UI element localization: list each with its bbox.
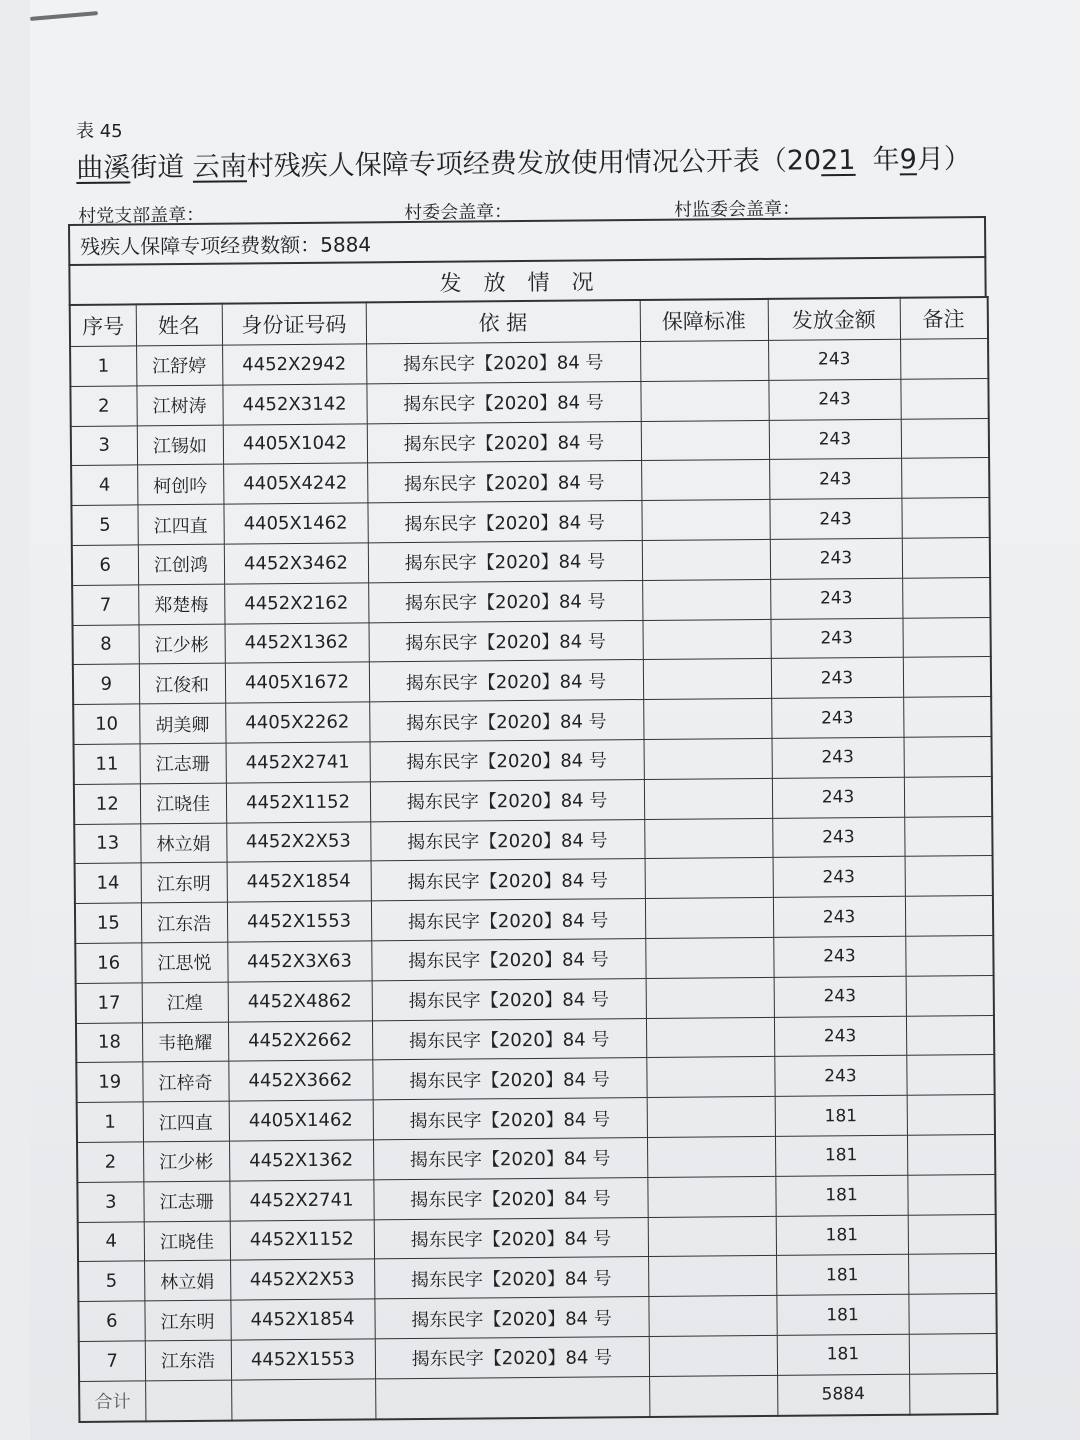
row-name: 林立娟 — [140, 823, 226, 864]
row-standard — [645, 858, 773, 899]
row-name: 郑楚梅 — [138, 584, 224, 625]
row-id-number: 4452X1854 — [230, 1299, 374, 1340]
row-name: 江俊和 — [139, 664, 225, 705]
row-amount: 243 — [772, 817, 904, 858]
row-number: 4 — [71, 465, 137, 505]
row-id-number: 4452X1362 — [224, 622, 368, 663]
row-standard — [649, 1335, 777, 1376]
row-standard — [643, 699, 771, 740]
row-number: 3 — [71, 426, 137, 466]
row-standard — [648, 1256, 776, 1297]
row-basis: 揭东民字【2020】84 号 — [366, 381, 640, 423]
row-number: 16 — [75, 943, 141, 983]
row-standard — [641, 420, 769, 461]
row-basis: 揭东民字【2020】84 号 — [367, 501, 641, 543]
row-standard — [645, 937, 773, 978]
row-note — [903, 697, 991, 738]
row-basis: 揭东民字【2020】84 号 — [373, 1177, 647, 1219]
row-standard — [642, 579, 770, 620]
row-note — [907, 1134, 995, 1175]
row-note — [905, 856, 993, 897]
row-name: 江志珊 — [140, 743, 226, 784]
row-id-number: 4405X1672 — [225, 662, 369, 703]
row-standard — [644, 738, 772, 779]
row-basis: 揭东民字【2020】84 号 — [367, 421, 641, 463]
row-basis: 揭东民字【2020】84 号 — [369, 660, 643, 702]
row-amount: 243 — [774, 1056, 906, 1097]
row-standard — [644, 818, 772, 859]
row-id-number: 4452X1362 — [229, 1140, 373, 1181]
row-number: 5 — [71, 505, 137, 545]
row-number: 18 — [76, 1022, 142, 1062]
row-id-number: 4452X1553 — [227, 901, 371, 942]
row-id-number: 4452X3142 — [222, 384, 366, 425]
row-id-number: 4405X4242 — [223, 463, 367, 504]
row-name: 江东浩 — [145, 1340, 231, 1381]
row-id-number: 4452X4862 — [228, 981, 372, 1022]
row-id-number: 4452X2162 — [224, 583, 368, 624]
row-name: 柯创吟 — [137, 465, 223, 506]
row-amount: 243 — [773, 857, 905, 898]
row-basis: 揭东民字【2020】84 号 — [373, 1137, 647, 1179]
row-name: 江东明 — [141, 862, 227, 903]
row-basis: 揭东民字【2020】84 号 — [374, 1217, 648, 1259]
row-basis: 揭东民字【2020】84 号 — [370, 739, 644, 781]
row-name: 江树涛 — [136, 385, 222, 426]
row-amount: 181 — [776, 1294, 908, 1335]
row-name: 林立娟 — [144, 1260, 230, 1301]
row-standard — [647, 1176, 775, 1217]
row-name: 江少彬 — [143, 1141, 229, 1182]
row-amount: 181 — [777, 1334, 909, 1375]
row-name: 江舒婷 — [136, 345, 222, 386]
row-name: 江少彬 — [138, 624, 224, 665]
header-standard: 保障标准 — [640, 299, 768, 342]
total-cell-empty — [145, 1380, 231, 1421]
row-basis: 揭东民字【2020】84 号 — [368, 580, 642, 622]
row-basis: 揭东民字【2020】84 号 — [371, 899, 645, 941]
row-note — [905, 896, 993, 937]
row-note — [901, 498, 989, 539]
row-number: 7 — [79, 1341, 145, 1381]
row-standard — [642, 619, 770, 660]
row-number: 3 — [77, 1182, 143, 1222]
committee-seal-label: 村委会盖章： — [404, 201, 513, 224]
row-note — [909, 1333, 997, 1374]
row-basis: 揭东民字【2020】84 号 — [368, 540, 642, 582]
row-id-number: 4452X2741 — [229, 1180, 373, 1221]
row-standard — [642, 539, 770, 580]
row-name: 韦艳耀 — [142, 1022, 228, 1063]
row-id-number: 4452X2662 — [228, 1020, 372, 1061]
row-amount: 243 — [773, 896, 905, 937]
row-number: 11 — [74, 744, 140, 784]
row-number: 6 — [72, 545, 138, 585]
row-standard — [646, 1017, 774, 1058]
row-standard — [647, 1097, 775, 1138]
row-id-number: 4452X3662 — [228, 1060, 372, 1101]
disbursement-table-frame — [68, 216, 996, 1413]
row-standard — [641, 500, 769, 541]
supervision-seal-label: 村监委会盖章： — [674, 198, 801, 221]
row-standard — [645, 898, 773, 939]
title-year: 21 — [820, 144, 856, 177]
row-name: 江煌 — [142, 982, 228, 1023]
row-amount: 243 — [769, 498, 901, 539]
row-name: 江四直 — [137, 504, 223, 545]
title-year-label: 年 — [872, 144, 900, 176]
party-branch-seal-label: 村党支部盖章： — [78, 204, 205, 227]
total-cell-empty — [375, 1376, 649, 1419]
row-id-number: 4452X3X63 — [227, 941, 371, 982]
row-basis: 揭东民字【2020】84 号 — [370, 819, 644, 861]
row-number: 2 — [70, 386, 136, 426]
row-note — [902, 577, 990, 618]
row-name: 江思悦 — [141, 942, 227, 983]
row-note — [904, 776, 992, 817]
title-month-label: 月） — [916, 143, 972, 176]
title-town: 曲溪 — [76, 152, 131, 184]
title-main: 村残疾人保障专项经费发放使用情况公开表 — [246, 145, 760, 183]
row-amount: 243 — [771, 697, 903, 738]
row-name: 江四直 — [143, 1101, 229, 1142]
row-amount: 243 — [774, 976, 906, 1017]
header-name: 姓名 — [136, 304, 222, 346]
row-note — [906, 1015, 994, 1056]
row-number: 17 — [76, 983, 142, 1023]
row-basis: 揭东民字【2020】84 号 — [375, 1336, 649, 1378]
row-amount: 181 — [775, 1135, 907, 1176]
row-amount: 243 — [772, 777, 904, 818]
row-basis: 揭东民字【2020】84 号 — [374, 1297, 648, 1339]
row-note — [902, 537, 990, 578]
row-amount: 243 — [774, 1016, 906, 1057]
row-note — [901, 458, 989, 499]
total-label: 合计 — [79, 1381, 145, 1422]
row-number: 10 — [73, 704, 139, 744]
row-standard — [646, 1057, 774, 1098]
total-amount: 5884 — [777, 1374, 909, 1415]
row-amount: 243 — [770, 618, 902, 659]
section-heading: 发放情况 — [68, 256, 986, 304]
row-note — [907, 1174, 995, 1215]
row-id-number: 4452X1553 — [231, 1339, 375, 1380]
row-number: 15 — [75, 903, 141, 943]
row-name: 江创鸿 — [138, 544, 224, 585]
row-number: 2 — [77, 1142, 143, 1182]
row-basis: 揭东民字【2020】84 号 — [370, 779, 644, 821]
row-standard — [641, 460, 769, 501]
row-id-number: 4452X2X53 — [226, 821, 370, 862]
row-number: 13 — [74, 823, 140, 863]
header-note: 备注 — [900, 297, 988, 339]
row-basis: 揭东民字【2020】84 号 — [369, 700, 643, 742]
title-paren-open: （20 — [759, 145, 822, 177]
form-id: 表 45 — [76, 121, 123, 142]
row-amount: 243 — [773, 936, 905, 977]
row-basis: 揭东民字【2020】84 号 — [371, 859, 645, 901]
disbursement-table — [69, 296, 999, 1423]
row-id-number: 4452X1152 — [230, 1219, 374, 1260]
row-note — [908, 1294, 996, 1335]
total-cell-empty — [649, 1375, 777, 1416]
row-id-number: 4405X2262 — [225, 702, 369, 743]
row-amount: 243 — [770, 578, 902, 619]
row-note — [907, 1095, 995, 1136]
row-number: 5 — [78, 1261, 144, 1301]
row-note — [908, 1214, 996, 1255]
row-note — [902, 617, 990, 658]
row-name: 江梓奇 — [142, 1061, 228, 1102]
row-name: 江晓佳 — [144, 1221, 230, 1262]
row-name: 江锡如 — [137, 425, 223, 466]
total-cell-empty — [909, 1373, 997, 1414]
row-note — [901, 418, 989, 459]
total-row — [79, 1373, 997, 1421]
row-basis: 揭东民字【2020】84 号 — [366, 342, 640, 384]
row-id-number: 4452X2942 — [222, 344, 366, 385]
row-basis: 揭东民字【2020】84 号 — [372, 1018, 646, 1060]
row-id-number: 4405X1462 — [229, 1100, 373, 1141]
row-basis: 揭东民字【2020】84 号 — [368, 620, 642, 662]
row-amount: 243 — [769, 419, 901, 460]
row-name: 江晓佳 — [140, 783, 226, 824]
row-note — [906, 1055, 994, 1096]
row-basis: 揭东民字【2020】84 号 — [371, 938, 645, 980]
row-number: 19 — [76, 1062, 142, 1102]
row-id-number: 4452X2X53 — [230, 1259, 374, 1300]
title-month: 9 — [899, 144, 918, 176]
row-amount: 181 — [776, 1255, 908, 1296]
row-number: 7 — [72, 585, 138, 625]
row-note — [900, 378, 988, 419]
row-note — [908, 1254, 996, 1295]
header-no: 序号 — [70, 304, 136, 346]
row-basis: 揭东民字【2020】84 号 — [374, 1257, 648, 1299]
row-amount: 243 — [771, 658, 903, 699]
row-number: 8 — [72, 624, 138, 664]
row-number: 1 — [77, 1102, 143, 1142]
total-cell-empty — [231, 1379, 375, 1421]
row-standard — [643, 659, 771, 700]
row-standard — [648, 1295, 776, 1336]
row-amount: 181 — [775, 1175, 907, 1216]
row-standard — [646, 977, 774, 1018]
table-body — [70, 338, 997, 1381]
row-name: 江东浩 — [141, 902, 227, 943]
row-id-number: 4452X2741 — [226, 742, 370, 783]
row-basis: 揭东民字【2020】84 号 — [372, 978, 646, 1020]
row-name: 江东明 — [144, 1300, 230, 1341]
row-number: 9 — [73, 664, 139, 704]
row-note — [900, 338, 988, 379]
funding-amount-row: 残疾人保障专项经费数额：5884 — [68, 216, 986, 264]
row-note — [904, 816, 992, 857]
row-standard — [640, 380, 768, 421]
row-name: 胡美卿 — [139, 703, 225, 744]
row-number: 4 — [78, 1221, 144, 1261]
header-basis: 依 据 — [366, 300, 640, 344]
row-note — [903, 657, 991, 698]
row-note — [905, 935, 993, 976]
row-basis: 揭东民字【2020】84 号 — [373, 1098, 647, 1140]
row-id-number: 4452X1854 — [227, 861, 371, 902]
row-standard — [644, 778, 772, 819]
header-id: 身份证号码 — [222, 302, 366, 345]
row-note — [906, 975, 994, 1016]
row-basis: 揭东民字【2020】84 号 — [367, 461, 641, 503]
row-basis: 揭东民字【2020】84 号 — [372, 1058, 646, 1100]
row-amount: 181 — [775, 1095, 907, 1136]
row-amount: 243 — [772, 737, 904, 778]
row-id-number: 4405X1042 — [223, 423, 367, 464]
row-standard — [647, 1136, 775, 1177]
header-amount: 发放金额 — [768, 298, 900, 341]
title-town-suffix: 街道 — [130, 151, 185, 184]
row-amount: 243 — [768, 379, 900, 420]
title-village: 云南 — [192, 151, 247, 183]
row-number: 6 — [78, 1301, 144, 1341]
row-number: 14 — [75, 863, 141, 903]
row-standard — [640, 340, 768, 381]
row-note — [904, 736, 992, 777]
row-id-number: 4452X1152 — [226, 782, 370, 823]
row-id-number: 4452X3462 — [224, 543, 368, 584]
row-number: 12 — [74, 784, 140, 824]
row-number: 1 — [70, 346, 136, 386]
row-amount: 243 — [770, 538, 902, 579]
row-amount: 243 — [768, 339, 900, 380]
row-id-number: 4405X1462 — [223, 503, 367, 544]
row-standard — [648, 1216, 776, 1257]
row-amount: 181 — [776, 1215, 908, 1256]
row-name: 江志珊 — [143, 1181, 229, 1222]
row-amount: 243 — [769, 459, 901, 500]
